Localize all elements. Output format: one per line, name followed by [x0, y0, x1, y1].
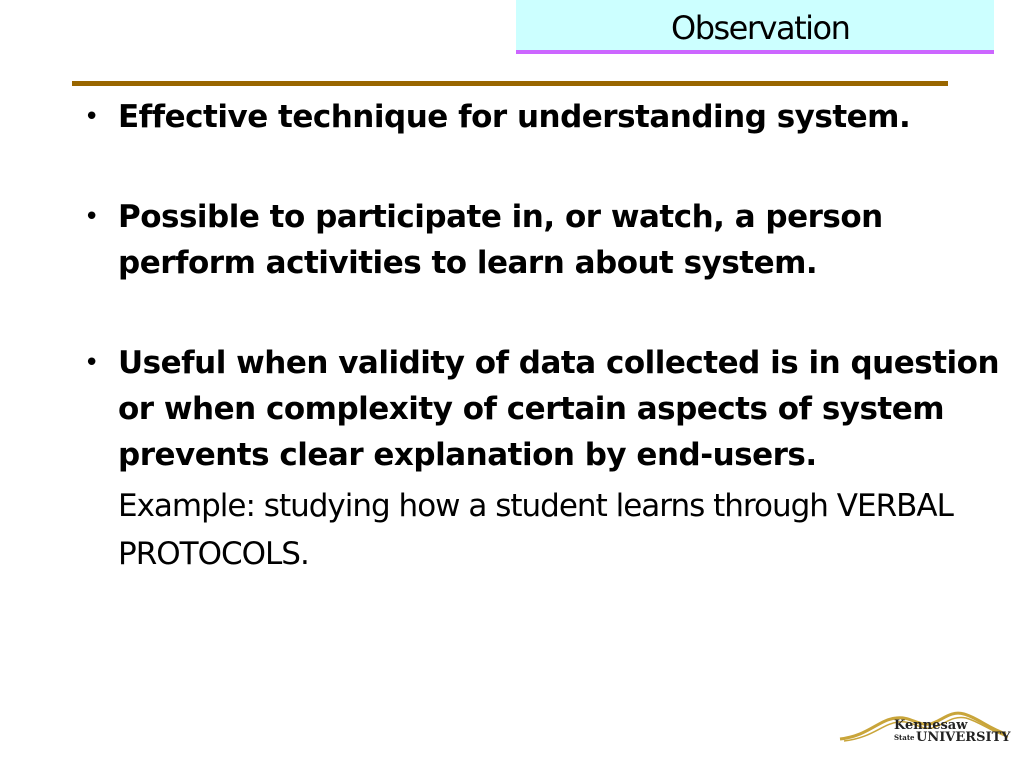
- university-logo: [838, 706, 1010, 754]
- slide-content: [84, 94, 1018, 578]
- bullet-item-2: [84, 194, 1018, 286]
- bullet-text: Possible to participate in, or watch, a person perform activities to learn about system.: [118, 199, 883, 281]
- bullet-marker: •: [84, 102, 99, 132]
- bullet-text: Effective technique for understanding system.: [118, 99, 911, 135]
- bullet-item-3: [84, 340, 1018, 478]
- logo-text-kennesaw: Kennesaw: [894, 718, 968, 733]
- bullet-marker: •: [84, 202, 99, 232]
- slide-title: Observation: [671, 9, 850, 47]
- divider-rule: [72, 81, 948, 86]
- title-banner: [516, 0, 994, 54]
- example-text: Example: studying how a student learns through VERBAL PROTOCOLS.: [118, 488, 953, 572]
- logo-text-university: UNIVERSITY: [916, 730, 1011, 745]
- bullet-marker: •: [84, 348, 99, 378]
- bullet-item-1: [84, 94, 1018, 140]
- bullet-text: Useful when validity of data collected is in question or when complexity of certain aspects of system prevents clear explanation by end-users.: [118, 345, 1000, 473]
- logo-text-state: State: [894, 733, 915, 742]
